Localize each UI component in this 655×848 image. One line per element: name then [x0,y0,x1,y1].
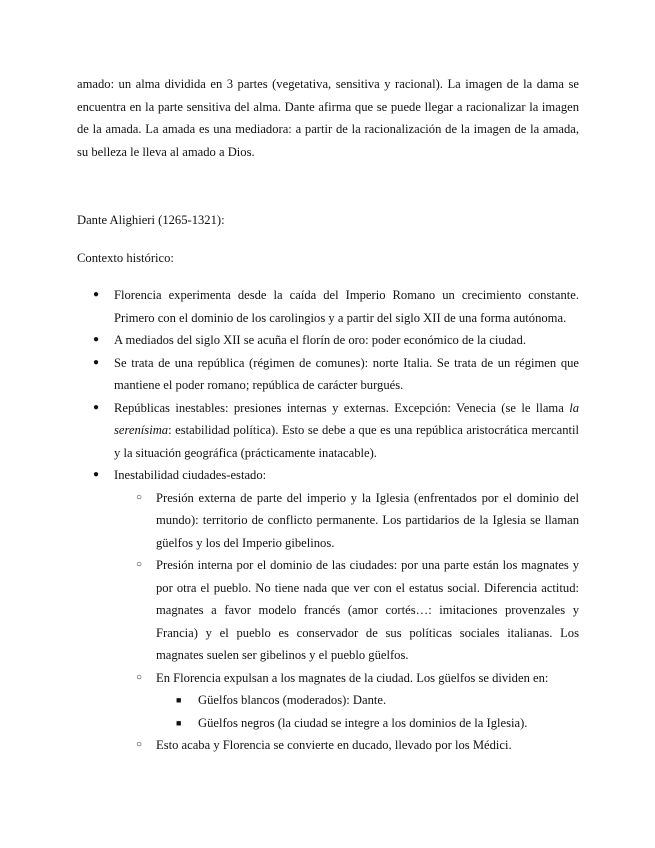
italic-serenisima: la serenísima [114,400,579,437]
sub-bullet-ducado: ○ Esto acaba y Florencia se convierte en ducado, llevado por los Médici. [77,734,579,757]
bullet-marker: ● [93,401,100,413]
bullet-item-republicas-inestables: ● Repúblicas inestables: presiones internas y externas. Excepción: Venecia (se le llama la serenísima: estabilidad política). Esto se debe a que es una república aristocrática mercantil y la situación geográfica (prácticamente inatacable). [77,397,579,465]
sub-bullet-marker: ○ [136,671,143,683]
sub-bullet-florencia-expulsa: ○ En Florencia expulsan a los magnates de la ciudad. Los güelfos se dividen en: [77,667,579,690]
sub-sub-bullet-guelfos-blancos: ■ Güelfos blancos (moderados): Dante. [77,689,579,712]
bullet-item-inestabilidad: ● Inestabilidad ciudades-estado: [77,464,579,487]
sub-bullet-presion-externa: ○ Presión externa de parte del imperio y la Iglesia (enfrentados por el dominio del mundo): territorio de conflicto permanente. Los partidarios de la Iglesia se llaman güelfos y los del Imperio gibelinos. [77,487,579,555]
document-page [77,73,579,757]
bullet-marker: ● [93,469,100,480]
bullet-marker: ● [93,289,100,300]
intro-paragraph: amado: un alma dividida en 3 partes (vegetativa, sensitiva y racional). La imagen de la dama se encuentra en la parte sensitiva del alma. Dante afirma que se puede llegar a racionalizar la imagen de la amada. La amada es una mediadora: a partir de la racionalización de la imagen de la amada, su belleza le lleva al amado a Dios. [77,77,579,159]
bullet-marker: ● [93,334,100,345]
bullet-marker: ● [93,356,100,368]
sub-bullet-marker: ○ [136,491,143,503]
sub-bullet-marker: ○ [136,739,143,750]
sub-sub-bullet-guelfos-negros: ■ Güelfos negros (la ciudad se integre a los dominios de la Iglesia). [77,712,579,735]
bullet-item-florencia: ● Florencia experimenta desde la caída del Imperio Romano un crecimiento constante. Primero con el dominio de los carolingios y a partir del siglo XII de una forma autónoma. [77,284,579,329]
bullet-item-florin: ● A mediados del siglo XII se acuña el florín de oro: poder económico de la ciudad. [77,329,579,352]
section-heading: Dante Alighieri (1265-1321): [77,213,225,227]
sub-bullet-presion-interna: ○ Presión interna por el dominio de las ciudades: por una parte están los magnates y por otra el pueblo. No tiene nada que ver con el estatus social. Diferencia actitud: magnates a favor modelo francés (amor cortés…: imitaciones provenzales y Francia) y el pueblo es conservador de sus políticas sociales italianas. Los magnates suelen ser gibelinos y el pueblo güelfos. [77,554,579,667]
sub-bullet-marker: ○ [136,559,143,570]
section-subheading: Contexto histórico: [77,250,174,265]
square-bullet-marker: ■ [176,717,182,728]
bullet-item-republica: ● Se trata de una república (régimen de comunes): norte Italia. Se trata de un régimen que mantiene el poder romano; república de carácter burgués. [77,352,579,397]
bullet-list [77,284,579,757]
square-bullet-marker: ■ [176,695,182,705]
